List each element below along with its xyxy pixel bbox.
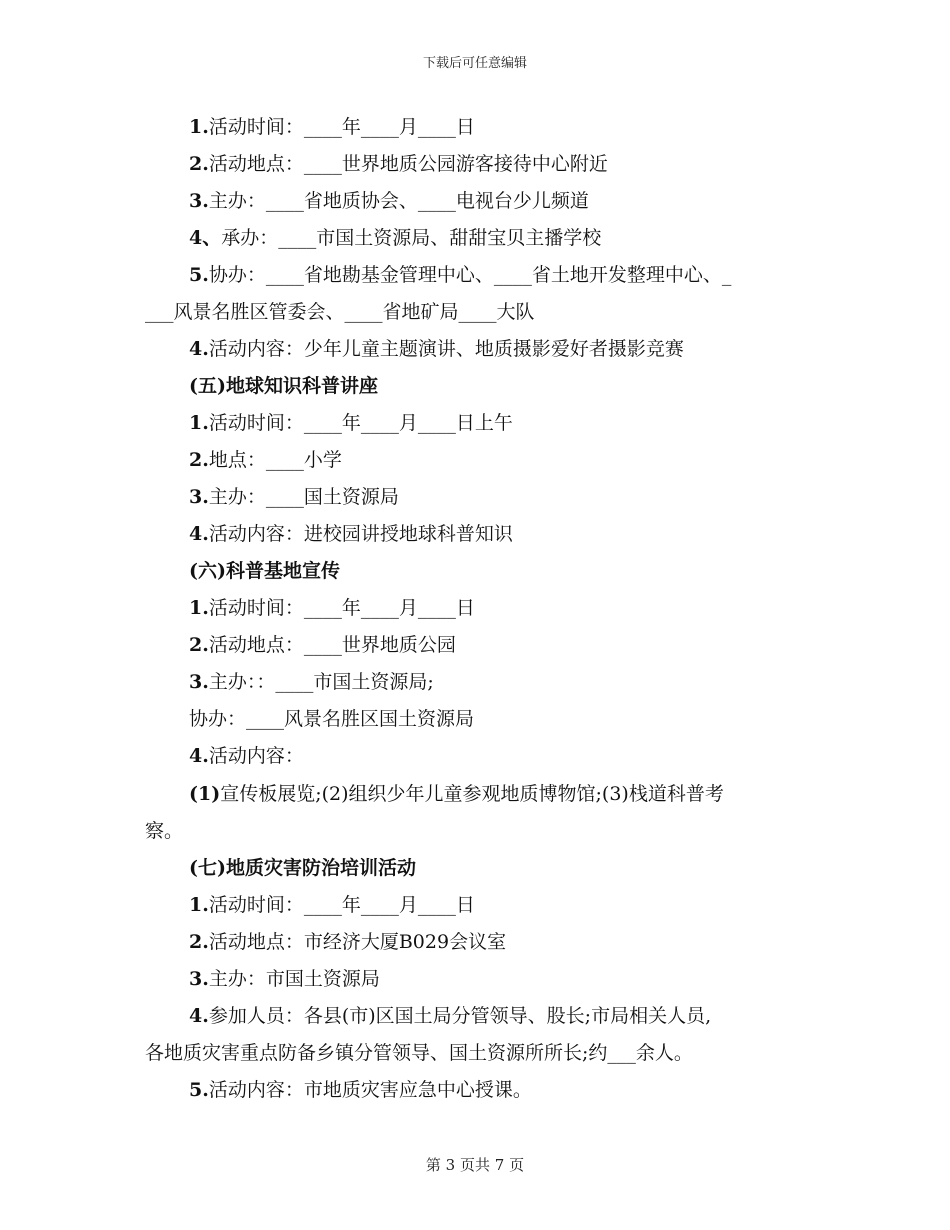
line-text: 活动时间：____年____月____日 (208, 597, 475, 619)
line-text: 协办：____风景名胜区国土资源局 (189, 708, 475, 730)
text-line (189, 627, 456, 664)
line-text: 承办：____市国土资源局、甜甜宝贝主播学校 (221, 227, 602, 249)
line-text: 活动内容：市地质灾害应急中心授课。 (208, 1079, 532, 1101)
line-number: 4. (189, 338, 209, 360)
section-heading (189, 368, 378, 405)
text-line (189, 220, 601, 257)
text-line (189, 887, 475, 924)
line-number: 4、 (189, 227, 222, 249)
line-text: 活动时间：____年____月____日上午 (208, 412, 513, 434)
line-number: 4. (189, 745, 209, 767)
text-line (145, 294, 535, 331)
line-number: 3. (189, 486, 209, 508)
line-number: 1. (189, 894, 209, 916)
line-text: 主办：____国土资源局 (208, 486, 399, 508)
text-line (145, 1035, 693, 1072)
line-text: 活动地点：____世界地质公园 (208, 634, 456, 656)
section-heading (189, 553, 340, 590)
line-number: 2. (189, 931, 209, 953)
line-number: 3. (189, 968, 209, 990)
heading-number: (六) (189, 560, 226, 582)
section-heading (189, 850, 416, 887)
line-text: ___风景名胜区管委会、____省地矿局____大队 (145, 301, 535, 323)
text-line (189, 664, 434, 701)
line-text: 协办：____省地勘基金管理中心、____省土地开发整理中心、_ (208, 264, 732, 286)
text-line (145, 813, 183, 850)
heading-text: 科普基地宣传 (225, 560, 340, 582)
page-footer: 第 3 页共 7 页 (425, 1156, 525, 1174)
line-text: 主办：____省地质协会、____电视台少儿频道 (208, 190, 589, 212)
text-line (189, 479, 399, 516)
text-line (189, 701, 474, 738)
text-line (189, 776, 724, 813)
line-number: 4. (189, 523, 209, 545)
text-line (189, 331, 684, 368)
text-line (189, 961, 380, 998)
line-text: 参加人员：各县(市)区国土局分管领导、股长;市局相关人员, (208, 1005, 712, 1027)
text-line (189, 257, 731, 294)
heading-text: 地球知识科普讲座 (225, 375, 378, 397)
line-text: 活动内容：少年儿童主题演讲、地质摄影爱好者摄影竞赛 (208, 338, 684, 360)
text-line (189, 738, 304, 775)
heading-text: 地质灾害防治培训活动 (225, 857, 416, 879)
heading-number: (五) (189, 375, 226, 397)
text-line (189, 1072, 532, 1109)
line-number: 3. (189, 190, 209, 212)
line-number: (1) (189, 783, 221, 805)
line-text: 宣传板展览;(2)组织少年儿童参观地质博物馆;(3)栈道科普考 (220, 783, 724, 805)
line-number: 2. (189, 634, 209, 656)
line-number: 4. (189, 1005, 209, 1027)
line-text: 察。 (145, 820, 184, 842)
line-text: 主办：：____市国土资源局; (208, 671, 434, 693)
text-line (189, 109, 475, 146)
line-number: 2. (189, 449, 209, 471)
page-header: 下载后可任意编辑 (422, 56, 527, 71)
text-line (189, 924, 506, 961)
text-line (189, 998, 711, 1035)
line-text: 地点：____小学 (208, 449, 342, 471)
line-number: 3. (189, 671, 209, 693)
line-text: 活动地点：市经济大厦B029会议室 (208, 931, 507, 953)
line-number: 1. (189, 597, 209, 619)
text-line (189, 405, 513, 442)
line-text: 活动时间：____年____月____日 (208, 116, 475, 138)
line-number: 5. (189, 1079, 209, 1101)
line-text: 主办：市国土资源局 (208, 968, 380, 990)
line-number: 5. (189, 264, 209, 286)
line-text: 活动地点：____世界地质公园游客接待中心附近 (208, 153, 608, 175)
line-number: 1. (189, 116, 209, 138)
line-text: 活动内容：进校园讲授地球科普知识 (208, 523, 513, 545)
text-line (189, 516, 513, 553)
line-text: 活动时间：____年____月____日 (208, 894, 475, 916)
text-line (189, 442, 342, 479)
text-line (189, 590, 475, 627)
line-number: 1. (189, 412, 209, 434)
line-text: 活动内容： (208, 745, 304, 767)
text-line (189, 146, 608, 183)
line-number: 2. (189, 153, 209, 175)
line-text: 各地质灾害重点防备乡镇分管领导、国土资源所所长;约___余人。 (145, 1042, 693, 1064)
heading-number: (七) (189, 857, 226, 879)
text-line (189, 183, 589, 220)
